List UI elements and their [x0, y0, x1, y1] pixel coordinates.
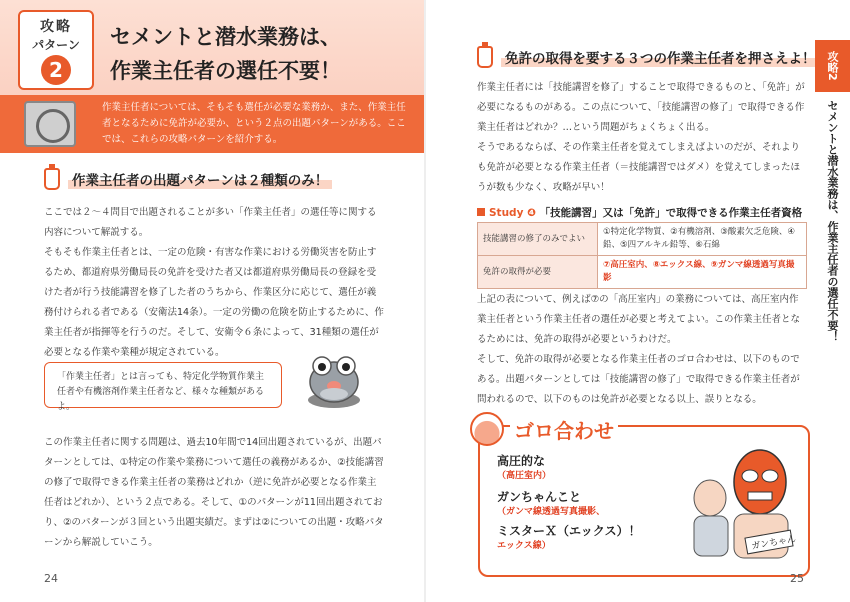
goro-line-1: 高圧的な	[497, 454, 546, 468]
table-row	[478, 256, 807, 289]
study-title: 「技能講習」又は「免許」で取得できる作業主任者資格	[539, 207, 803, 219]
side-tab-label: 攻略2	[815, 40, 850, 92]
section-title: 作業主任者の出題パターンは２種類のみ！	[68, 169, 332, 189]
paragraph-1: ここでは２～４問目で出題されることが多い「作業主任者」の選任等に関する内容について解説する。	[44, 207, 377, 238]
paragraph-right-4: そして、免許の取得が必要となる作業主任者のゴロ合わせは、以下のものである。出題パターンとしては「技能講習の修了」で取得できる作業主任者が問われるので、以下のものは免許が必要となる以上、誤りとなる。	[477, 354, 800, 405]
table-key: 免許の取得が必要	[478, 256, 598, 289]
note-bubble: 「作業主任者」とは言っても、特定化学物質作業主任者や有機溶剤作業主任者など、様々な種類があるよ。	[44, 362, 282, 408]
table-value: ①特定化学物質、②有機溶剤、③酸素欠乏危険、④鉛、⑤四アルキル鉛等、⑥石綿	[598, 223, 807, 256]
goro-line-2: ガンちゃんこと	[497, 490, 582, 504]
pattern-number: 2	[41, 55, 71, 85]
section-heading-right	[477, 46, 820, 68]
page-number-left: 24	[44, 572, 58, 585]
gutter	[424, 0, 426, 602]
table-key: 技能講習の修了のみでよい	[478, 223, 598, 256]
frog-mascot-icon	[300, 350, 368, 410]
goro-heading	[470, 412, 618, 446]
pic-label: ガンちゃん	[750, 534, 797, 553]
pattern-badge	[18, 10, 94, 90]
title-line-1: セメントと潜水業務は、	[110, 25, 341, 49]
pattern-label: 攻略	[40, 19, 72, 35]
bottle-icon	[477, 46, 493, 68]
intro-text: 作業主任者については、そもそも選任が必要な業務か、また、作業主任者となるために免許が必要か、という２点の出題パターンがある。ここでは、これらの攻略パターンを紹介する。	[102, 102, 406, 145]
goro-sub-2: （ガンマ線透過写真撮影、	[497, 507, 606, 517]
section-title-right: 免許の取得を要する３つの作業主任者を押さえよ！	[501, 47, 820, 67]
pattern-label-sub: パターン	[32, 38, 80, 52]
paragraph-right-1: 作業主任者には「技能講習を修了」することで取得できるものと、「免許」が必要になるものがある。この点について、「技能講習の修了」で取得できる作業主任者はどれか？…という問題がちょくちょく出る。	[477, 82, 805, 133]
chapter-header	[0, 0, 425, 95]
section-heading	[44, 168, 332, 190]
table-value: ⑦高圧室内、⑧エックス線、⑨ガンマ線透過写真撮影	[598, 256, 807, 289]
page-number-right: 25	[790, 572, 804, 585]
flask-icon	[470, 412, 504, 446]
page-title	[110, 20, 341, 88]
square-icon	[477, 208, 485, 216]
bottle-icon	[44, 168, 60, 190]
wrestler-illustration-icon	[680, 430, 802, 570]
study-heading	[477, 205, 802, 220]
paragraph-2: そもそも作業主任者とは、一定の危険・有害な作業における労働災害を防止するため、都道府県労働局長の免許を受けた者又は都道府県労働局長の登録を受けた者が行う技能講習を修了した者のうちから、作業区分に応じて、選任が義務付けられる者である（安衛法14条）。一定の労働の危険を防止するために、作業主任者が指揮等を行うのだ。そして、安衛令６条によって、31種類の選任が必要となる作業や業種が規定されている。	[44, 247, 384, 358]
paragraph-3: この作業主任者に関する問題は、過去10年間で14回出題されているが、出題パターンとしては、①特定の作業や業務について選任の義務があるか、②技能講習の修了で取得できる作業主任者の業務はどれか（逆に免許が必要となる作業主任者はどれか）、という２点である。そして、①のパターンが11回出題されており、②のパターンが３回という出題実績だ。まずは②についての出題・攻略パターンから解説していこう。	[44, 437, 384, 548]
fan-icon	[24, 101, 76, 147]
license-table	[477, 222, 807, 289]
side-tab	[815, 40, 850, 602]
paragraph-right-2: そうであるならば、その作業主任者を覚えてしまえばよいのだが、それよりも免許が必要となる作業主任者（＝技能講習ではダメ）を覚えてしまったほうが数も少なく、攻略が早い！	[477, 142, 801, 193]
goro-sub-3: エックス線）	[497, 541, 551, 551]
table-row	[478, 223, 807, 256]
side-tab-text: セメントと潜水業務は、作業主任者の選任不要！	[826, 100, 839, 342]
intro-band	[0, 95, 425, 153]
goro-title: ゴロ合わせ	[510, 415, 618, 444]
goro-sub-1: （高圧室内）	[497, 471, 552, 481]
study-label: Study ❹	[489, 207, 536, 219]
goro-line-3: ミスターＸ（エックス）！	[497, 524, 641, 538]
title-line-2: 作業主任者の選任不要！	[110, 59, 341, 83]
paragraph-right-3: 上記の表について、例えば⑦の「高圧室内」の業務については、高圧室内作業主任者という作業主任者の選任が必要と考えてよい。この作業主任者となるためには、免許の取得が必要というわけだ。	[477, 294, 801, 345]
